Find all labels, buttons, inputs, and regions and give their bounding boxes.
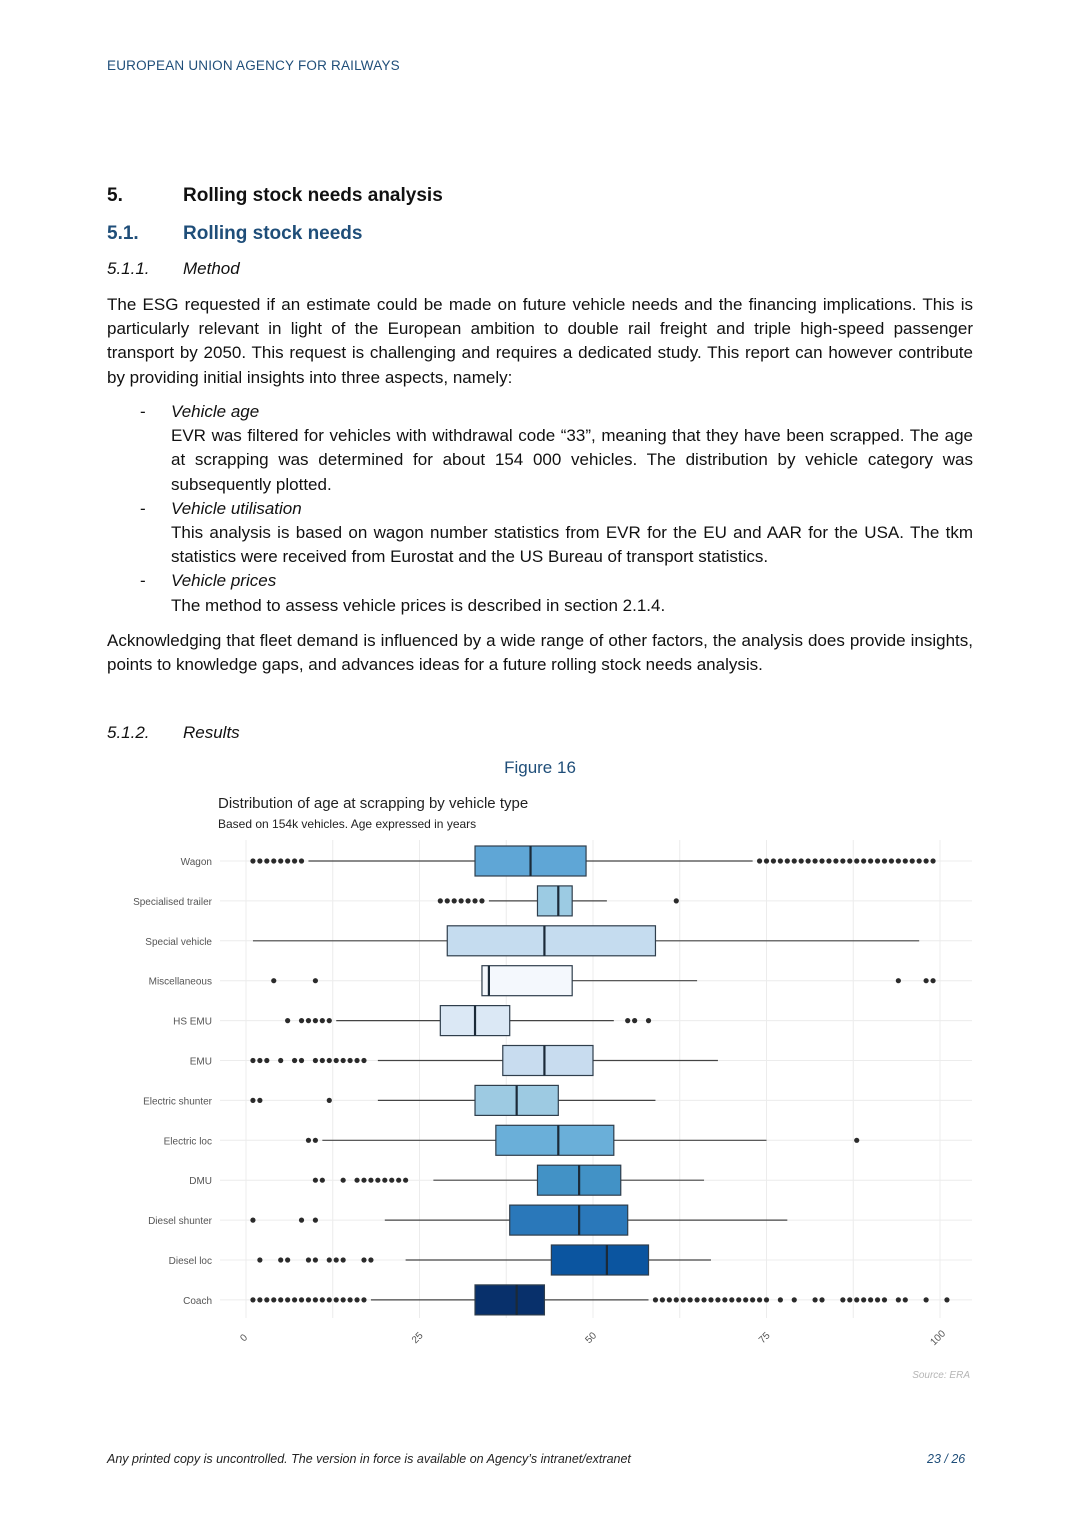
- outlier-point: [903, 858, 908, 863]
- outlier-point: [299, 858, 304, 863]
- outlier-point: [632, 1018, 637, 1023]
- results-title: Results: [183, 723, 240, 742]
- outlier-point: [334, 1257, 339, 1262]
- outlier-point: [278, 1257, 283, 1262]
- outlier-point: [757, 1297, 762, 1302]
- results-number: 5.1.2.: [107, 723, 150, 742]
- outlier-point: [313, 1058, 318, 1063]
- outlier-point: [354, 1058, 359, 1063]
- outlier-point: [854, 858, 859, 863]
- chart-title: Distribution of age at scrapping by vehicle type: [218, 795, 529, 812]
- bullet-title: Vehicle utilisation: [171, 498, 302, 518]
- outlier-point: [799, 858, 804, 863]
- outlier-point: [264, 1297, 269, 1302]
- outlier-point: [292, 1058, 297, 1063]
- outlier-point: [313, 1018, 318, 1023]
- outlier-point: [348, 1297, 353, 1302]
- bullet-text: This analysis is based on wagon number statistics from EVR for the EU and AAR for the USA. The tkm statistics were received from Eurostat and the US Bureau of transport statistics.: [171, 523, 973, 567]
- outlier-point: [903, 1297, 908, 1302]
- category-label: Specialised trailer: [133, 896, 212, 908]
- outlier-point: [924, 1297, 929, 1302]
- x-tick-label: 0: [238, 1332, 251, 1345]
- category-label: Diesel shunter: [148, 1216, 212, 1228]
- outlier-point: [306, 1138, 311, 1143]
- box: [503, 1046, 593, 1076]
- outlier-point: [792, 1297, 797, 1302]
- outlier-point: [341, 1178, 346, 1183]
- bullet-title: Vehicle prices: [171, 571, 277, 591]
- outlier-point: [840, 858, 845, 863]
- outlier-point: [681, 1297, 686, 1302]
- outlier-point: [257, 858, 262, 863]
- outlier-point: [910, 858, 915, 863]
- outlier-point: [382, 1178, 387, 1183]
- outlier-point: [264, 858, 269, 863]
- outlier-point: [771, 858, 776, 863]
- outlier-point: [854, 1138, 859, 1143]
- outlier-point: [361, 1178, 366, 1183]
- outlier-point: [257, 1257, 262, 1262]
- outlier-point: [806, 858, 811, 863]
- method-number: 5.1.1.: [107, 259, 150, 278]
- chart-source: Source: ERA: [912, 1370, 970, 1381]
- outlier-point: [278, 1297, 283, 1302]
- outlier-point: [653, 1297, 658, 1302]
- outlier-point: [875, 858, 880, 863]
- outlier-point: [313, 978, 318, 983]
- bullet-text: The method to assess vehicle prices is described in section 2.1.4.: [171, 595, 666, 615]
- outlier-point: [299, 1018, 304, 1023]
- outlier-point: [306, 1257, 311, 1262]
- outlier-point: [313, 1297, 318, 1302]
- outlier-point: [445, 898, 450, 903]
- box: [496, 1125, 614, 1155]
- box: [475, 1285, 544, 1315]
- outlier-point: [320, 1297, 325, 1302]
- outlier-point: [812, 858, 817, 863]
- outlier-point: [341, 1058, 346, 1063]
- outlier-point: [389, 1178, 394, 1183]
- outlier-point: [354, 1297, 359, 1302]
- intro-paragraph: The ESG requested if an estimate could be made on future vehicle needs and the financing implications. This is particularly relevant in light of the European ambition to double rail freight and triple high-speed passenger transport by 2050. This request is challenging and requires a dedicated study. This report can however contribute by providing initial insights into three aspects, namely:: [107, 295, 973, 387]
- outlier-point: [271, 858, 276, 863]
- x-tick-label: 100: [928, 1328, 949, 1349]
- category-label: EMU: [189, 1056, 212, 1068]
- outlier-point: [924, 858, 929, 863]
- outlier-point: [306, 1018, 311, 1023]
- section-title: Rolling stock needs analysis: [183, 185, 443, 206]
- outlier-point: [257, 1058, 262, 1063]
- page-number: 23 / 26: [927, 1452, 966, 1466]
- outlier-point: [278, 1058, 283, 1063]
- outlier-point: [250, 1058, 255, 1063]
- outlier-point: [313, 1218, 318, 1223]
- bullet-title: Vehicle age: [171, 402, 260, 421]
- outlier-point: [944, 1297, 949, 1302]
- outlier-point: [299, 1297, 304, 1302]
- chart-subtitle: Based on 154k vehicles. Age expressed in years: [218, 817, 477, 831]
- outlier-point: [674, 1297, 679, 1302]
- outlier-point: [847, 858, 852, 863]
- outlier-point: [327, 1098, 332, 1103]
- outlier-point: [396, 1178, 401, 1183]
- method-title: Method: [183, 259, 240, 278]
- outlier-point: [472, 898, 477, 903]
- outlier-point: [327, 1297, 332, 1302]
- outlier-point: [341, 1297, 346, 1302]
- outlier-point: [674, 898, 679, 903]
- box: [482, 966, 572, 996]
- outlier-point: [667, 1297, 672, 1302]
- outlier-point: [465, 898, 470, 903]
- outlier-point: [882, 1297, 887, 1302]
- outlier-point: [292, 1297, 297, 1302]
- outlier-point: [854, 1297, 859, 1302]
- outlier-point: [285, 1257, 290, 1262]
- outlier-point: [299, 1218, 304, 1223]
- outlier-point: [334, 1058, 339, 1063]
- outlier-point: [722, 1297, 727, 1302]
- outlier-point: [264, 1058, 269, 1063]
- outlier-point: [278, 858, 283, 863]
- outlier-point: [361, 1257, 366, 1262]
- bullet-dash: -: [140, 498, 146, 518]
- outlier-point: [327, 1018, 332, 1023]
- footer-note: Any printed copy is uncontrolled. The version in force is available on Agency’s intranet/extranet: [107, 1452, 631, 1466]
- box: [537, 886, 572, 916]
- outlier-point: [826, 858, 831, 863]
- outlier-point: [861, 1297, 866, 1302]
- closing-paragraph: Acknowledging that fleet demand is influenced by a wide range of other factors, the analysis does provide insights, points to knowledge gaps, and advances ideas for a future rolling stock needs analysis.: [107, 631, 973, 675]
- outlier-point: [368, 1257, 373, 1262]
- outlier-point: [257, 1297, 262, 1302]
- outlier-point: [292, 858, 297, 863]
- outlier-point: [889, 858, 894, 863]
- outlier-point: [812, 1297, 817, 1302]
- outlier-point: [757, 858, 762, 863]
- outlier-point: [403, 1178, 408, 1183]
- outlier-point: [459, 898, 464, 903]
- x-tick-label: 25: [409, 1330, 426, 1347]
- outlier-point: [327, 1257, 332, 1262]
- box: [447, 926, 655, 956]
- x-tick-label: 75: [756, 1330, 773, 1347]
- outlier-point: [250, 1297, 255, 1302]
- bullet-dash: -: [140, 571, 146, 591]
- outlier-point: [743, 1297, 748, 1302]
- outlier-point: [361, 1297, 366, 1302]
- subsection-title: Rolling stock needs: [183, 223, 363, 244]
- outlier-point: [819, 858, 824, 863]
- outlier-point: [924, 978, 929, 983]
- outlier-point: [348, 1058, 353, 1063]
- outlier-point: [341, 1257, 346, 1262]
- agency-header: EUROPEAN UNION AGENCY FOR RAILWAYS: [107, 58, 400, 73]
- box: [510, 1205, 628, 1235]
- outlier-point: [715, 1297, 720, 1302]
- section-number: 5.: [107, 185, 123, 206]
- outlier-point: [361, 1058, 366, 1063]
- category-label: Miscellaneous: [148, 976, 212, 988]
- outlier-point: [299, 1058, 304, 1063]
- outlier-point: [882, 858, 887, 863]
- outlier-point: [868, 1297, 873, 1302]
- outlier-point: [778, 1297, 783, 1302]
- outlier-point: [764, 1297, 769, 1302]
- outlier-point: [285, 858, 290, 863]
- bullet-dash: -: [140, 402, 146, 421]
- outlier-point: [327, 1058, 332, 1063]
- category-label: Coach: [183, 1295, 212, 1307]
- outlier-point: [896, 1297, 901, 1302]
- outlier-point: [285, 1297, 290, 1302]
- outlier-point: [764, 858, 769, 863]
- outlier-point: [896, 978, 901, 983]
- outlier-point: [819, 1297, 824, 1302]
- outlier-point: [646, 1018, 651, 1023]
- box: [551, 1245, 648, 1275]
- outlier-point: [250, 1098, 255, 1103]
- outlier-point: [285, 1018, 290, 1023]
- outlier-point: [917, 858, 922, 863]
- outlier-point: [729, 1297, 734, 1302]
- outlier-point: [368, 1178, 373, 1183]
- outlier-point: [250, 1218, 255, 1223]
- outlier-point: [479, 898, 484, 903]
- outlier-point: [334, 1297, 339, 1302]
- outlier-point: [785, 858, 790, 863]
- x-tick-label: 50: [583, 1330, 600, 1347]
- outlier-point: [688, 1297, 693, 1302]
- category-label: Electric loc: [163, 1136, 212, 1148]
- outlier-point: [320, 1018, 325, 1023]
- outlier-point: [930, 858, 935, 863]
- outlier-point: [271, 978, 276, 983]
- outlier-point: [861, 858, 866, 863]
- outlier-point: [257, 1098, 262, 1103]
- outlier-point: [452, 898, 457, 903]
- outlier-point: [438, 898, 443, 903]
- outlier-point: [625, 1018, 630, 1023]
- outlier-point: [792, 858, 797, 863]
- figure-caption: Figure 16: [504, 758, 576, 777]
- outlier-point: [930, 978, 935, 983]
- outlier-point: [375, 1178, 380, 1183]
- outlier-point: [250, 858, 255, 863]
- outlier-point: [750, 1297, 755, 1302]
- outlier-point: [708, 1297, 713, 1302]
- outlier-point: [833, 858, 838, 863]
- outlier-point: [847, 1297, 852, 1302]
- category-label: Electric shunter: [143, 1096, 212, 1108]
- bullet-text: EVR was filtered for vehicles with withdrawal code “33”, meaning that they have been scrapped. The age at scrapping was determined for about 154 000 vehicles. The distribution by vehicle category was subsequently plotted.: [171, 426, 973, 494]
- outlier-point: [313, 1178, 318, 1183]
- outlier-point: [313, 1138, 318, 1143]
- subsection-number: 5.1.: [107, 223, 139, 244]
- category-label: DMU: [189, 1176, 212, 1188]
- outlier-point: [695, 1297, 700, 1302]
- outlier-point: [701, 1297, 706, 1302]
- outlier-point: [736, 1297, 741, 1302]
- outlier-point: [896, 858, 901, 863]
- category-label: Wagon: [180, 857, 212, 868]
- outlier-point: [778, 858, 783, 863]
- outlier-point: [313, 1257, 318, 1262]
- category-label: HS EMU: [173, 1016, 212, 1028]
- outlier-point: [868, 858, 873, 863]
- outlier-point: [320, 1178, 325, 1183]
- outlier-point: [306, 1297, 311, 1302]
- outlier-point: [354, 1178, 359, 1183]
- outlier-point: [875, 1297, 880, 1302]
- category-label: Diesel loc: [168, 1256, 212, 1267]
- outlier-point: [271, 1297, 276, 1302]
- outlier-point: [320, 1058, 325, 1063]
- outlier-point: [660, 1297, 665, 1302]
- category-label: Special vehicle: [145, 936, 212, 948]
- outlier-point: [840, 1297, 845, 1302]
